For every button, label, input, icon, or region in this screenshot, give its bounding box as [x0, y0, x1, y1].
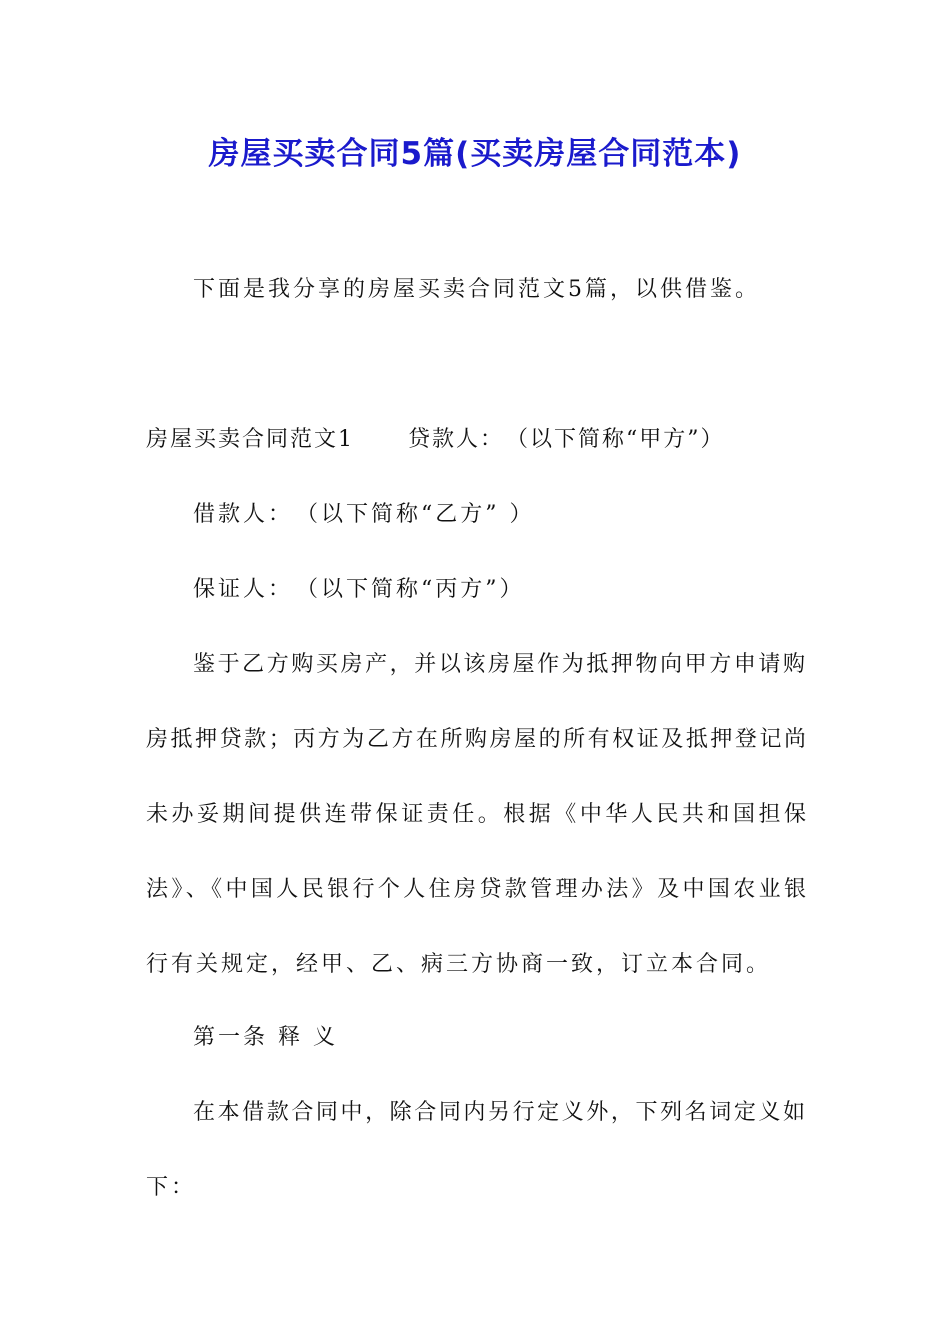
definition-line: 在本借款合同中，除合同内另行定义外，下列名词定义如	[193, 1100, 805, 1125]
article-heading: 第一条 释 义	[193, 1025, 338, 1050]
definition-line: 下：	[146, 1175, 197, 1200]
borrower-line: 借款人： （以下简称“乙方” ）	[193, 502, 535, 527]
intro-text: 下面是我分享的房屋买卖合同范文5篇，以供借鉴。	[193, 277, 760, 302]
paragraph-line: 房抵押贷款；丙方为乙方在所购房屋的所有权证及抵押登记尚	[146, 727, 806, 752]
paragraph-line: 行有关规定，经甲、乙、病三方协商一致，订立本合同。	[146, 952, 772, 977]
paragraph-line: 未办妥期间提供连带保证责任。根据《中华人民共和国担保	[146, 802, 806, 827]
guarantor-line: 保证人： （以下简称“丙方”）	[193, 577, 525, 602]
document-title: 房屋买卖合同5篇(买卖房屋合同范本)	[208, 136, 742, 172]
section-heading-row	[146, 422, 725, 453]
section-heading: 房屋买卖合同范文1	[146, 427, 354, 452]
paragraph-line: 鉴于乙方购买房产，并以该房屋作为抵押物向甲方申请购	[193, 652, 805, 677]
paragraph-line: 法》、《中国人民银行个人住房贷款管理办法》及中国农业银	[146, 877, 806, 902]
lender-line: 贷款人： （以下简称“甲方”）	[408, 427, 725, 452]
